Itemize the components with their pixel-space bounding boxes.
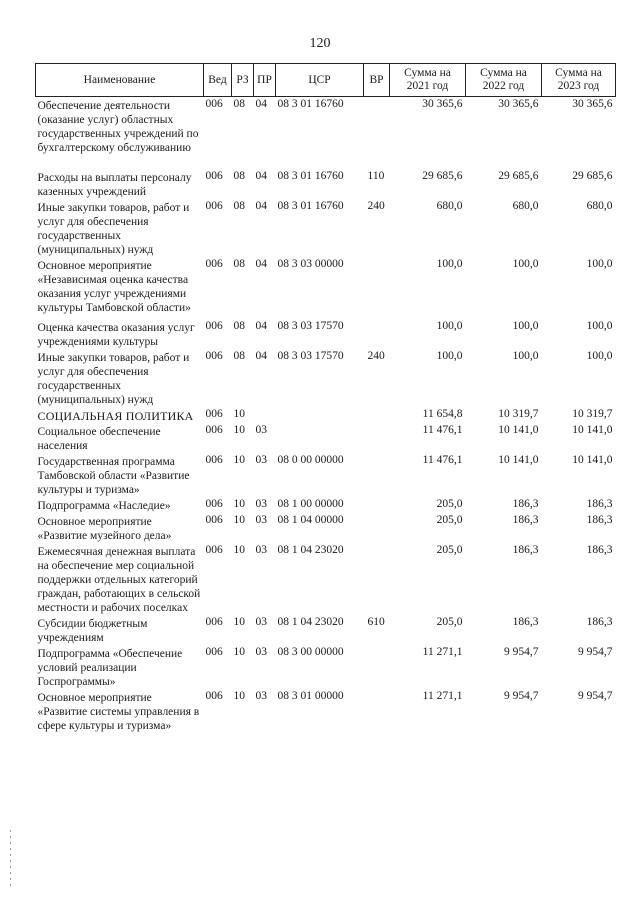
row-sum-2022: 30 365,6 bbox=[498, 98, 539, 110]
row-rz: 10 bbox=[233, 497, 245, 510]
row-sum-2021: 11 271,1 bbox=[422, 689, 463, 702]
table-row bbox=[36, 257, 616, 319]
table-row bbox=[36, 319, 616, 349]
row-sum-2023: 30 365,6 bbox=[572, 98, 613, 110]
row-sum-2023: 9 954,7 bbox=[578, 689, 613, 702]
row-sum-2023: 186,3 bbox=[586, 513, 613, 526]
table-row bbox=[36, 169, 616, 199]
row-csr: 08 0 00 00000 bbox=[277, 453, 344, 466]
budget-table bbox=[35, 63, 616, 733]
row-sum-2021: 11 654,8 bbox=[422, 407, 463, 420]
row-sum-2023: 100,0 bbox=[586, 319, 613, 332]
row-vr bbox=[364, 543, 390, 615]
row-pr: 03 bbox=[255, 689, 267, 702]
row-name: СОЦИАЛЬНАЯ ПОЛИТИКА bbox=[37, 408, 194, 423]
row-sum-2021: 100,0 bbox=[436, 349, 463, 362]
row-vr bbox=[364, 645, 390, 689]
table-row bbox=[36, 407, 616, 423]
row-csr: 08 3 03 17570 bbox=[277, 349, 344, 362]
row-csr: 08 1 00 00000 bbox=[277, 497, 344, 510]
row-name: Оценка качества оказания услуг учреждениями культуры bbox=[37, 321, 195, 348]
table-row bbox=[36, 689, 616, 733]
header-ved: Вед bbox=[204, 64, 232, 97]
row-sum-2023: 29 685,6 bbox=[572, 169, 613, 182]
row-pr bbox=[254, 407, 276, 423]
row-sum-2022: 186,3 bbox=[512, 513, 539, 526]
table-header-row bbox=[36, 64, 616, 97]
header-sum-2023: Сумма на 2023 год bbox=[542, 64, 616, 97]
row-rz: 10 bbox=[233, 513, 245, 526]
row-sum-2022: 9 954,7 bbox=[504, 645, 539, 658]
row-sum-2021: 29 685,6 bbox=[422, 169, 463, 182]
row-vr bbox=[364, 689, 390, 733]
row-csr: 08 3 00 00000 bbox=[277, 645, 344, 658]
row-name: Подпрограмма «Наследие» bbox=[37, 499, 171, 512]
row-name: Обеспечение деятельности (оказание услуг) областных государственных учреждений по бухгалтерскому обслуживанию bbox=[37, 100, 199, 154]
row-rz: 08 bbox=[233, 319, 245, 332]
row-vr bbox=[364, 423, 390, 453]
row-rz: 10 bbox=[233, 407, 245, 420]
row-pr: 03 bbox=[255, 453, 267, 466]
row-vr bbox=[364, 257, 390, 319]
row-sum-2021: 100,0 bbox=[436, 319, 463, 332]
row-sum-2023: 10 141,0 bbox=[572, 423, 613, 436]
row-rz: 10 bbox=[233, 645, 245, 658]
row-ved: 006 bbox=[205, 169, 223, 182]
row-pr: 03 bbox=[255, 645, 267, 658]
row-pr: 03 bbox=[255, 615, 267, 628]
row-ved: 006 bbox=[205, 199, 223, 212]
row-sum-2021: 205,0 bbox=[436, 513, 463, 526]
row-vr: 110 bbox=[367, 169, 385, 182]
row-vr bbox=[364, 407, 390, 423]
row-sum-2022: 186,3 bbox=[512, 543, 539, 556]
row-sum-2022: 186,3 bbox=[512, 615, 539, 628]
row-csr: 08 3 03 00000 bbox=[277, 257, 344, 270]
row-csr: 08 3 01 16760 bbox=[277, 98, 344, 110]
row-sum-2022: 100,0 bbox=[512, 319, 539, 332]
row-pr: 04 bbox=[255, 349, 267, 362]
row-sum-2022: 186,3 bbox=[512, 497, 539, 510]
row-pr: 04 bbox=[255, 98, 267, 110]
row-ved: 006 bbox=[205, 98, 223, 110]
row-name: Ежемесячная денежная выплата на обеспечение мер социальной поддержки отдельных категорий граждан, работающих в сельской местности и рабочих поселках bbox=[37, 545, 201, 614]
row-vr: 240 bbox=[367, 199, 385, 212]
row-sum-2023: 680,0 bbox=[586, 199, 613, 212]
row-rz: 08 bbox=[233, 349, 245, 362]
row-rz: 10 bbox=[233, 453, 245, 466]
row-pr: 04 bbox=[255, 169, 267, 182]
row-ved: 006 bbox=[205, 319, 223, 332]
row-pr: 04 bbox=[255, 319, 267, 332]
row-sum-2023: 186,3 bbox=[586, 497, 613, 510]
table-row bbox=[36, 423, 616, 453]
row-sum-2023: 186,3 bbox=[586, 543, 613, 556]
header-sum-2021: Сумма на 2021 год bbox=[390, 64, 466, 97]
row-csr: 08 3 01 00000 bbox=[277, 689, 344, 702]
row-ved: 006 bbox=[205, 513, 223, 526]
row-rz: 10 bbox=[233, 615, 245, 628]
row-name: Основное мероприятие «Развитие системы управления в сфере культуры и туризма» bbox=[37, 691, 200, 732]
row-csr: 08 1 04 23020 bbox=[277, 543, 344, 556]
row-sum-2021: 205,0 bbox=[436, 615, 463, 628]
header-name: Наименование bbox=[36, 64, 204, 97]
row-sum-2022: 680,0 bbox=[512, 199, 539, 212]
row-sum-2023: 100,0 bbox=[586, 257, 613, 270]
row-sum-2023: 9 954,7 bbox=[578, 645, 613, 658]
row-ved: 006 bbox=[205, 615, 223, 628]
row-sum-2022: 9 954,7 bbox=[504, 689, 539, 702]
row-csr bbox=[276, 407, 364, 423]
row-ved: 006 bbox=[205, 689, 223, 702]
table-body bbox=[36, 97, 616, 733]
row-sum-2021: 680,0 bbox=[436, 199, 463, 212]
header-vr: ВР bbox=[364, 64, 390, 97]
row-name: Расходы на выплаты персоналу казенных учреждений bbox=[37, 171, 192, 198]
table-row bbox=[36, 97, 616, 169]
row-ved: 006 bbox=[205, 497, 223, 510]
row-csr bbox=[276, 423, 364, 453]
row-ved: 006 bbox=[205, 423, 223, 436]
row-sum-2021: 100,0 bbox=[436, 257, 463, 270]
row-ved: 006 bbox=[205, 349, 223, 362]
row-rz: 10 bbox=[233, 689, 245, 702]
table-row bbox=[36, 645, 616, 689]
row-sum-2023: 100,0 bbox=[586, 349, 613, 362]
table-row bbox=[36, 497, 616, 513]
row-rz: 08 bbox=[233, 199, 245, 212]
row-name: Подпрограмма «Обеспечение условий реализации Госпрограммы» bbox=[37, 647, 183, 688]
row-rz: 08 bbox=[233, 257, 245, 270]
row-name: Иные закупки товаров, работ и услуг для обеспечения государственных (муниципальных) нужд bbox=[37, 351, 190, 406]
row-vr bbox=[364, 319, 390, 349]
row-sum-2021: 11 476,1 bbox=[422, 423, 463, 436]
row-pr: 03 bbox=[255, 513, 267, 526]
scan-artifact bbox=[10, 830, 11, 890]
row-sum-2022: 100,0 bbox=[512, 257, 539, 270]
header-rz: РЗ bbox=[232, 64, 254, 97]
header-csr: ЦСР bbox=[276, 64, 364, 97]
header-pr: ПР bbox=[254, 64, 276, 97]
table-row bbox=[36, 543, 616, 615]
row-ved: 006 bbox=[205, 645, 223, 658]
table-row bbox=[36, 199, 616, 257]
row-name: Социальное обеспечение населения bbox=[37, 425, 161, 452]
row-ved: 006 bbox=[205, 543, 223, 556]
row-sum-2021: 205,0 bbox=[436, 543, 463, 556]
row-csr: 08 1 04 00000 bbox=[277, 513, 344, 526]
header-sum-2022: Сумма на 2022 год bbox=[466, 64, 542, 97]
table-row bbox=[36, 615, 616, 645]
row-ved: 006 bbox=[205, 257, 223, 270]
row-csr: 08 3 03 17570 bbox=[277, 319, 344, 332]
row-rz: 08 bbox=[233, 169, 245, 182]
row-sum-2023: 10 141,0 bbox=[572, 453, 613, 466]
row-name: Субсидии бюджетным учреждениям bbox=[37, 617, 148, 644]
row-ved: 006 bbox=[205, 453, 223, 466]
row-rz: 10 bbox=[233, 543, 245, 556]
row-csr: 08 1 04 23020 bbox=[277, 615, 344, 628]
table-row bbox=[36, 513, 616, 543]
row-pr: 03 bbox=[255, 497, 267, 510]
row-ved: 006 bbox=[205, 407, 223, 420]
row-sum-2022: 100,0 bbox=[512, 349, 539, 362]
row-name: Основное мероприятие «Развитие музейного дела» bbox=[37, 515, 172, 542]
row-sum-2021: 205,0 bbox=[436, 497, 463, 510]
row-vr: 610 bbox=[367, 615, 385, 628]
row-vr bbox=[364, 513, 390, 543]
row-sum-2023: 10 319,7 bbox=[572, 407, 613, 420]
row-sum-2021: 11 476,1 bbox=[422, 453, 463, 466]
row-pr: 04 bbox=[255, 199, 267, 212]
row-pr: 03 bbox=[255, 423, 267, 436]
row-name: Государственная программа Тамбовской области «Развитие культуры и туризма» bbox=[37, 455, 190, 496]
row-rz: 10 bbox=[233, 423, 245, 436]
row-sum-2023: 186,3 bbox=[586, 615, 613, 628]
row-pr: 03 bbox=[255, 543, 267, 556]
row-sum-2022: 29 685,6 bbox=[498, 169, 539, 182]
table-row bbox=[36, 349, 616, 407]
row-vr: 240 bbox=[367, 349, 385, 362]
row-sum-2022: 10 141,0 bbox=[498, 453, 539, 466]
row-csr: 08 3 01 16760 bbox=[277, 169, 344, 182]
row-pr: 04 bbox=[255, 257, 267, 270]
table-row bbox=[36, 453, 616, 497]
row-sum-2022: 10 319,7 bbox=[498, 407, 539, 420]
row-name: Основное мероприятие «Независимая оценка качества оказания услуг учреждениями культуры Тамбовской области» bbox=[37, 259, 191, 314]
row-sum-2022: 10 141,0 bbox=[498, 423, 539, 436]
page-number: 120 bbox=[309, 36, 331, 51]
row-vr bbox=[364, 497, 390, 513]
row-vr bbox=[364, 97, 390, 169]
row-vr bbox=[364, 453, 390, 497]
row-sum-2021: 11 271,1 bbox=[422, 645, 463, 658]
row-name: Иные закупки товаров, работ и услуг для обеспечения государственных (муниципальных) нужд bbox=[37, 201, 190, 256]
row-sum-2021: 30 365,6 bbox=[422, 98, 463, 110]
row-rz: 08 bbox=[233, 98, 245, 110]
row-csr: 08 3 01 16760 bbox=[277, 199, 344, 212]
